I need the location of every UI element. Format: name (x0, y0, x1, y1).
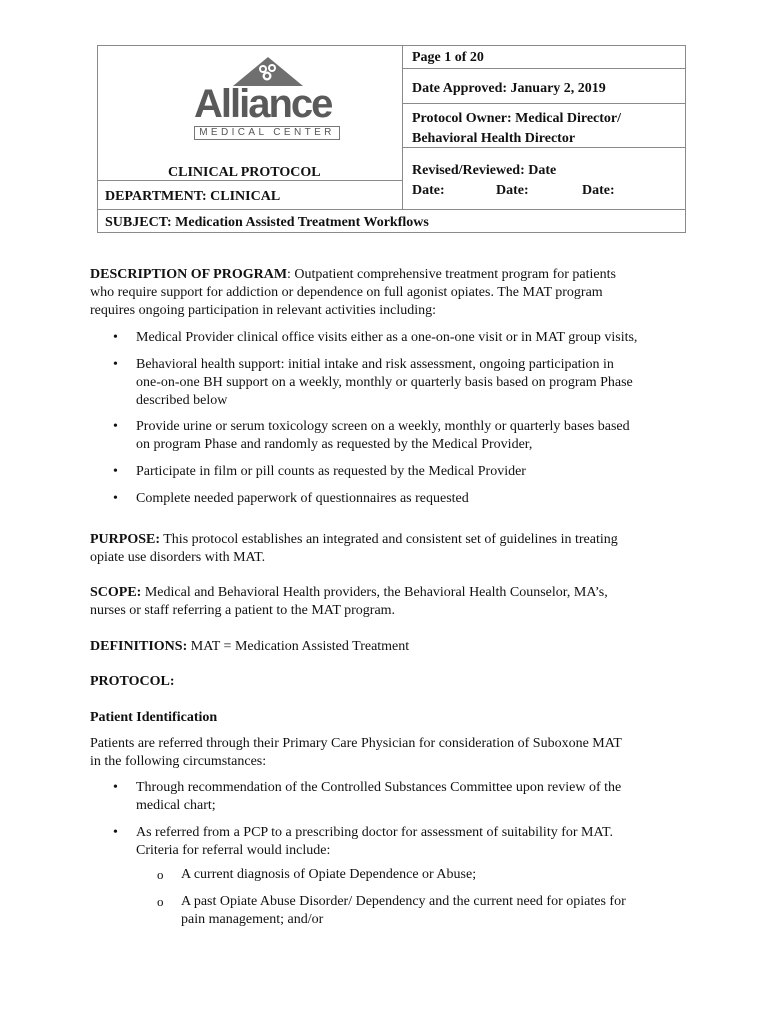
description-text: : Outpatient comprehensive treatment program for patients (287, 267, 616, 282)
bullet-marker: • (113, 491, 118, 506)
list-item-text: Criteria for referral would include: (136, 843, 331, 858)
protocol-header-table (97, 45, 686, 233)
revised-reviewed: Revised/Reviewed: Date (412, 163, 557, 178)
sub-list-item-text: A current diagnosis of Opiate Dependence or Abuse; (181, 867, 477, 882)
list-item-text: Complete needed paperwork of questionnaires as requested (136, 491, 469, 506)
purpose-text: opiate use disorders with MAT. (90, 550, 266, 565)
purpose-paragraph (90, 531, 690, 567)
list-item-text: one-on-one BH support on a weekly, monthly or quarterly basis based on program Phase (136, 375, 633, 390)
purpose-text: This protocol establishes an integrated and consistent set of guidelines in treating (160, 532, 618, 547)
logo-wordmark: Alliance (194, 82, 332, 126)
list-item-text: medical chart; (136, 798, 216, 813)
list-item (136, 824, 686, 860)
intro-text: in the following circumstances: (90, 754, 267, 769)
sub-list-item (181, 893, 691, 929)
list-item (136, 490, 686, 508)
patient-identification-intro (90, 735, 690, 771)
intro-text: Patients are referred through their Primary Care Physician for consideration of Suboxone MAT (90, 736, 622, 751)
scope-text: Medical and Behavioral Health providers, the Behavioral Health Counselor, MA’s, (141, 585, 608, 600)
page-number: Page 1 of 20 (412, 50, 484, 65)
date-field-3: Date: (582, 183, 615, 198)
list-item-text: described below (136, 393, 228, 408)
logo-tagline: MEDICAL CENTER (194, 126, 340, 140)
list-item-text: on program Phase and randomly as requested by the Medical Provider, (136, 437, 533, 452)
sub-bullet-marker: o (157, 867, 164, 882)
list-item-text: Provide urine or serum toxicology screen on a weekly, monthly or quarterly bases based (136, 419, 630, 434)
description-label: DESCRIPTION OF PROGRAM (90, 267, 288, 282)
subject-label: SUBJECT: Medication Assisted Treatment Workflows (105, 215, 429, 230)
description-paragraph (90, 266, 690, 320)
list-item-text: Through recommendation of the Controlled Substances Committee upon review of the (136, 780, 622, 795)
bullet-marker: • (113, 330, 118, 345)
scope-paragraph (90, 584, 690, 620)
protocol-owner-line1: Protocol Owner: Medical Director/ (412, 111, 622, 126)
protocol-heading: PROTOCOL: (90, 674, 175, 689)
list-item (136, 463, 686, 481)
bullet-marker: • (113, 419, 118, 434)
sub-list-item-text: pain management; and/or (181, 912, 324, 927)
purpose-label: PURPOSE: (90, 532, 160, 547)
sub-bullet-marker: o (157, 894, 164, 909)
bullet-marker: • (113, 357, 118, 372)
header-divider (98, 209, 686, 210)
definitions-text: MAT = Medication Assisted Treatment (187, 639, 410, 654)
bullet-marker: • (113, 464, 118, 479)
list-item-text: Medical Provider clinical office visits either as a one-on-one visit or in MAT group visits, (136, 330, 638, 345)
description-text: who require support for addiction or dependence on full agonist opiates. The MAT program (90, 285, 603, 300)
list-item-text: Behavioral health support: initial intake and risk assessment, ongoing participation in (136, 357, 614, 372)
alliance-logo (194, 56, 340, 142)
scope-label: SCOPE: (90, 585, 142, 600)
description-text: requires ongoing participation in relevant activities including: (90, 303, 437, 318)
definitions-paragraph (90, 638, 690, 656)
date-field-1: Date: (412, 183, 445, 198)
department-label: DEPARTMENT: CLINICAL (105, 189, 281, 204)
date-approved: Date Approved: January 2, 2019 (412, 81, 606, 96)
definitions-label: DEFINITIONS: (90, 639, 188, 654)
list-item-text: As referred from a PCP to a prescribing doctor for assessment of suitability for MAT. (136, 825, 614, 840)
header-divider-vertical (402, 46, 403, 209)
list-item (136, 329, 686, 347)
header-divider (403, 68, 686, 69)
date-field-2: Date: (496, 183, 529, 198)
bullet-marker: • (113, 825, 118, 840)
patient-identification-heading: Patient Identification (90, 710, 218, 725)
list-item (136, 356, 686, 410)
scope-text: nurses or staff referring a patient to the MAT program. (90, 603, 396, 618)
list-item-text: Participate in film or pill counts as requested by the Medical Provider (136, 464, 526, 479)
list-item (136, 779, 686, 815)
sub-list-item-text: A past Opiate Abuse Disorder/ Dependency and the current need for opiates for (181, 894, 626, 909)
sub-list-item (181, 866, 691, 884)
clinical-protocol-label: CLINICAL PROTOCOL (168, 165, 321, 180)
list-item (136, 418, 686, 454)
bullet-marker: • (113, 780, 118, 795)
header-divider (403, 103, 686, 104)
protocol-owner-line2: Behavioral Health Director (412, 131, 576, 146)
